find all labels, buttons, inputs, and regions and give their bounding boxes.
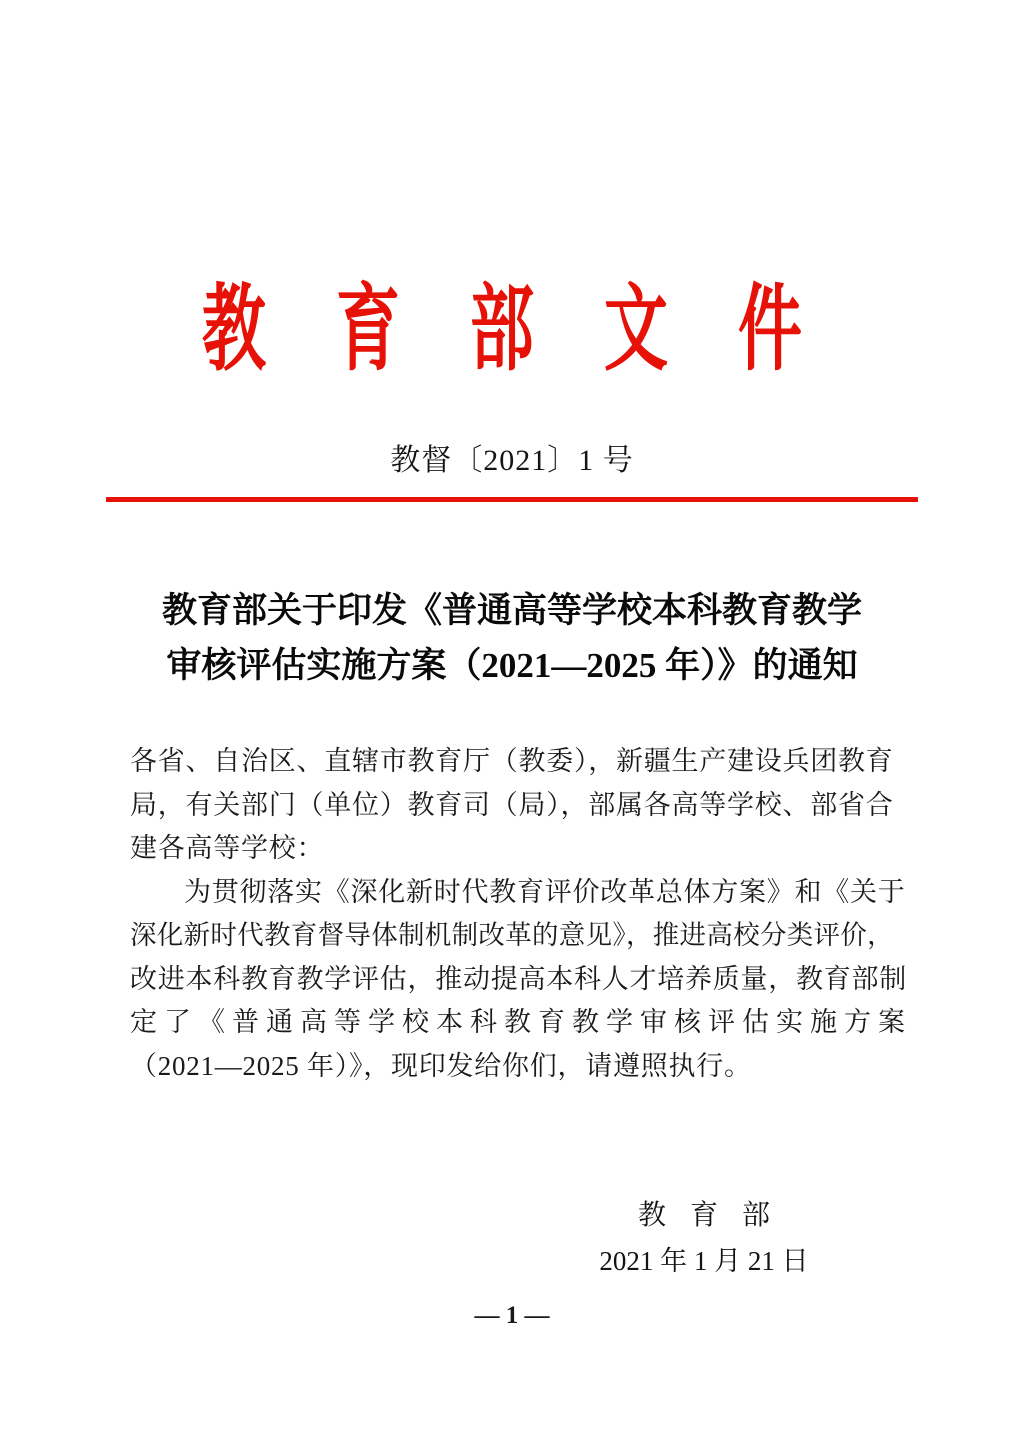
page-number: — 1 — — [474, 1302, 550, 1329]
body-line: （2021—2025 年）》，现印发给你们，请遵照执行。 — [130, 1050, 752, 1081]
agency-char: 育 — [689, 1200, 718, 1231]
document-title — [0, 583, 1024, 693]
document-body — [130, 740, 910, 1088]
signature-block — [588, 1196, 820, 1281]
letterhead-char: 部 — [470, 278, 534, 382]
letterhead-char: 文 — [603, 278, 668, 382]
red-letterhead — [187, 278, 817, 382]
letterhead-char: 教 — [202, 278, 266, 382]
body-line: 建各高等学校： — [130, 833, 325, 863]
document-title-line: 审核评估实施方案（2021—2025 年）》的通知 — [166, 646, 858, 685]
letterhead-char: 件 — [737, 278, 802, 382]
body-line: 为贯彻落实《深化新时代教育评价改革总体方案》和《关于 — [184, 876, 906, 907]
signing-agency — [638, 1196, 770, 1236]
body-line: 局，有关部门（单位）教育司（局），部属各高等学校、部省合 — [130, 789, 894, 820]
document-number: 教督〔2021〕1 号 — [390, 444, 634, 477]
document-title-line: 教育部关于印发《普通高等学校本科教育教学 — [161, 591, 862, 630]
body-line: 各省、自治区、直辖市教育厅（教委），新疆生产建设兵团教育 — [130, 746, 894, 776]
body-line: 改进本科教育教学评估，推动提高本科人才培养质量，教育部制 — [130, 963, 907, 994]
signature-date: 2021 年 1 月 21 日 — [599, 1246, 809, 1276]
letterhead-char: 育 — [336, 278, 400, 382]
body-line: 深化新时代教育督导体制机制改革的意见》，推进高校分类评价， — [130, 920, 894, 950]
agency-char: 部 — [741, 1200, 770, 1231]
agency-char: 教 — [638, 1200, 667, 1231]
body-line: 定了《普通高等学校本科教育教学审核评估实施方案 — [130, 1007, 912, 1037]
red-divider-line — [106, 497, 918, 502]
